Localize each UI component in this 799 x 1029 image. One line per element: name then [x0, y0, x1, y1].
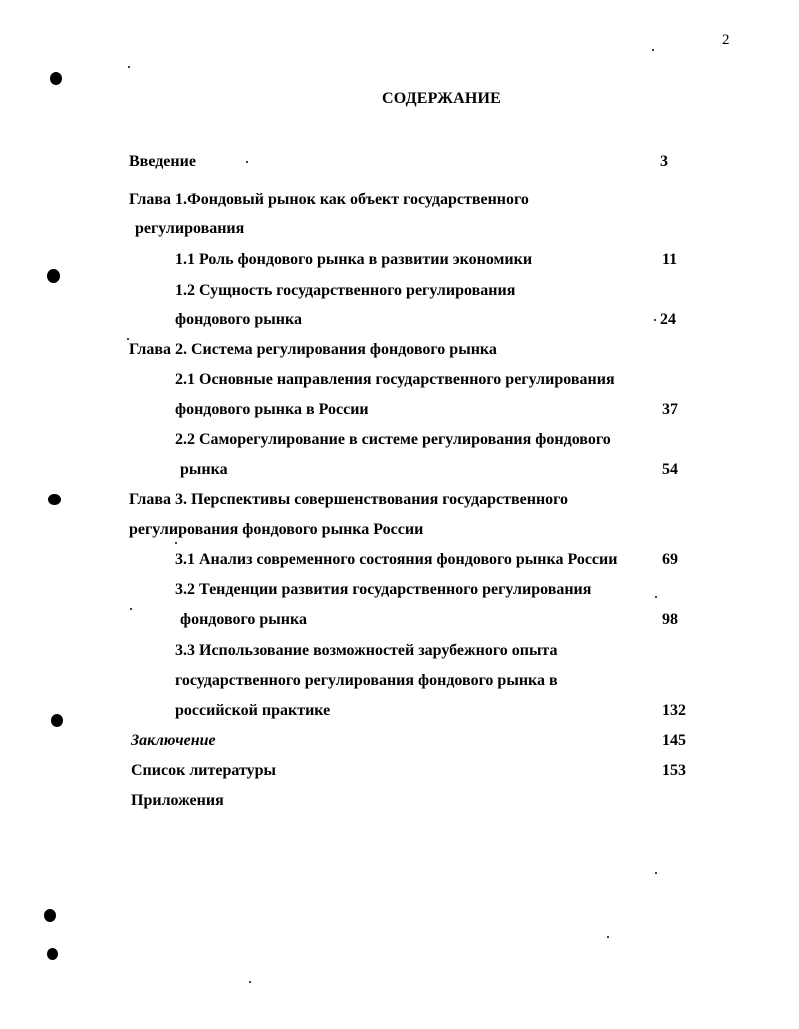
toc-entry-appendices: Приложения: [131, 792, 224, 809]
toc-page-1-1: 11: [662, 251, 678, 268]
toc-chapter-2: Глава 2. Система регулирования фондового рынка: [129, 341, 497, 358]
toc-entry-intro: Введение: [129, 153, 196, 170]
scan-speck: [652, 49, 654, 51]
toc-section-3-3-cont: государственного регулирования фондового рынка в: [175, 672, 558, 689]
scan-speck: [175, 542, 177, 544]
toc-section-1-1: 1.1 Роль фондового рынка в развитии экономики: [175, 251, 533, 268]
toc-section-2-2: 2.2 Саморегулирование в системе регулирования фондового: [175, 431, 611, 448]
toc-section-3-3-cont2: российской практике: [175, 702, 331, 719]
toc-section-2-2-cont: рынка: [180, 461, 228, 478]
toc-page-references: 153: [662, 762, 686, 779]
toc-page-3-1: 69: [662, 551, 678, 568]
scan-artifact-blob: [44, 909, 56, 922]
page-number: 2: [722, 32, 730, 48]
toc-page-2-2: 54: [662, 461, 678, 478]
toc-chapter-1: Глава 1.Фондовый рынок как объект государственного: [129, 191, 529, 208]
toc-section-2-1: 2.1 Основные направления государственного регулирования: [175, 371, 615, 388]
scan-speck: [655, 872, 657, 874]
scan-artifact-blob: [48, 494, 61, 505]
toc-page-intro: 3: [660, 153, 668, 170]
toc-section-2-1-cont: фондового рынка в России: [175, 401, 369, 418]
toc-entry-references: Список литературы: [131, 762, 276, 779]
toc-page-3-3: 132: [662, 702, 686, 719]
scan-speck: [607, 936, 609, 938]
toc-page-conclusion: 145: [662, 732, 686, 749]
toc-chapter-1-cont: регулирования: [135, 220, 245, 237]
scan-artifact-blob: [47, 269, 60, 283]
scan-artifact-blob: [51, 714, 63, 727]
toc-section-3-3: 3.3 Использование возможностей зарубежного опыта: [175, 642, 558, 659]
scan-speck: [128, 66, 130, 68]
scan-artifact-blob: [47, 948, 58, 960]
scan-speck: [654, 319, 656, 321]
toc-page-3-2: 98: [662, 611, 678, 628]
toc-section-3-2-cont: фондового рынка: [180, 611, 307, 628]
scan-speck: [246, 161, 248, 163]
toc-chapter-3: Глава 3. Перспективы совершенствования государственного: [129, 491, 569, 508]
scan-speck: [655, 596, 657, 598]
toc-entry-conclusion: Заключение: [131, 732, 216, 749]
scan-speck: [130, 608, 132, 610]
scan-speck: [249, 981, 251, 983]
scan-speck: [127, 338, 129, 340]
toc-page-2-1: 37: [662, 401, 678, 418]
toc-chapter-3-cont: регулирования фондового рынка России: [129, 521, 424, 538]
toc-section-3-2: 3.2 Тенденции развития государственного регулирования: [175, 581, 592, 598]
toc-section-1-2-cont: фондового рынка: [175, 311, 302, 328]
page-title: СОДЕРЖАНИЕ: [382, 90, 502, 107]
toc-page-1-2: 24: [660, 311, 676, 328]
toc-section-1-2: 1.2 Сущность государственного регулирования: [175, 282, 516, 299]
toc-section-3-1: 3.1 Анализ современного состояния фондового рынка России: [175, 551, 618, 568]
scan-artifact-blob: [50, 72, 62, 85]
